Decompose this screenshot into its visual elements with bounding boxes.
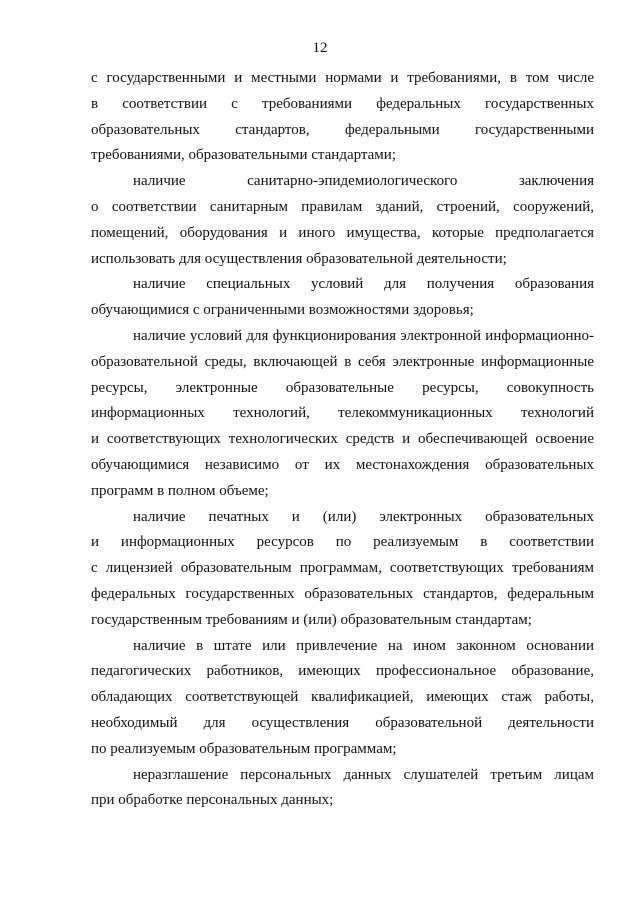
text-line: обладающих соответствующей квалификацией, имеющих стаж работы, xyxy=(91,689,594,706)
text-line: необходимый для осуществления образовательной деятельности xyxy=(91,714,594,731)
paragraph xyxy=(91,324,594,505)
document-body xyxy=(91,66,594,814)
text-line: образовательных стандартов, федеральными государственными xyxy=(91,121,594,138)
page-number: 12 xyxy=(312,40,328,56)
text-line: наличие санитарно-эпидемиологического заключения xyxy=(133,173,594,190)
text-line: в соответствии с требованиями федеральных государственных xyxy=(91,95,594,112)
text-line: требованиями, образовательными стандартами; xyxy=(91,147,396,164)
text-line: и информационных ресурсов по реализуемым в соответствии xyxy=(91,534,594,551)
text-line: образовательной среды, включающей в себя электронные информационные xyxy=(91,353,594,370)
text-line: с государственными и местными нормами и требованиями, в том числе xyxy=(91,70,594,86)
text-line: помещений, оборудования и иного имущества, которые предполагается xyxy=(91,224,594,241)
text-line: с лицензией образовательным программам, соответствующих требованиям xyxy=(91,560,594,577)
paragraph xyxy=(91,272,594,324)
paragraph xyxy=(91,763,594,815)
text-line: наличие условий для функционирования электронной информационно- xyxy=(133,327,594,344)
text-line: о соответствии санитарным правилам зданий, строений, сооружений, xyxy=(91,198,594,215)
text-line: государственным требованиям и (или) образовательным стандартам; xyxy=(91,611,532,628)
text-line: ресурсы, электронные образовательные ресурсы, совокупность xyxy=(91,379,594,396)
paragraph xyxy=(91,66,594,169)
paragraph xyxy=(91,634,594,763)
text-line: наличие в штате или привлечение на ином законном основании xyxy=(133,637,594,654)
paragraph xyxy=(91,505,594,634)
text-line: и соответствующих технологических средств и обеспечивающей освоение xyxy=(91,431,594,448)
text-line: при обработке персональных данных; xyxy=(91,792,334,809)
text-line: наличие специальных условий для получения образования xyxy=(133,276,594,293)
text-line: обучающимися с ограниченными возможностями здоровья; xyxy=(91,302,474,319)
text-line: использовать для осуществления образовательной деятельности; xyxy=(91,250,507,267)
text-line: педагогических работников, имеющих профессиональное образование, xyxy=(91,663,594,680)
text-line: наличие печатных и (или) электронных образовательных xyxy=(133,508,594,525)
text-line: федеральных государственных образовательных стандартов, федеральным xyxy=(91,585,594,602)
text-line: информационных технологий, телекоммуникационных технологий xyxy=(91,405,594,422)
text-line: программ в полном объеме; xyxy=(91,482,269,499)
text-line: по реализуемым образовательным программам; xyxy=(91,740,397,757)
text-line: неразглашение персональных данных слушателей третьим лицам xyxy=(133,766,594,783)
text-line: обучающимися независимо от их местонахождения образовательных xyxy=(91,456,594,473)
paragraph xyxy=(91,169,594,272)
